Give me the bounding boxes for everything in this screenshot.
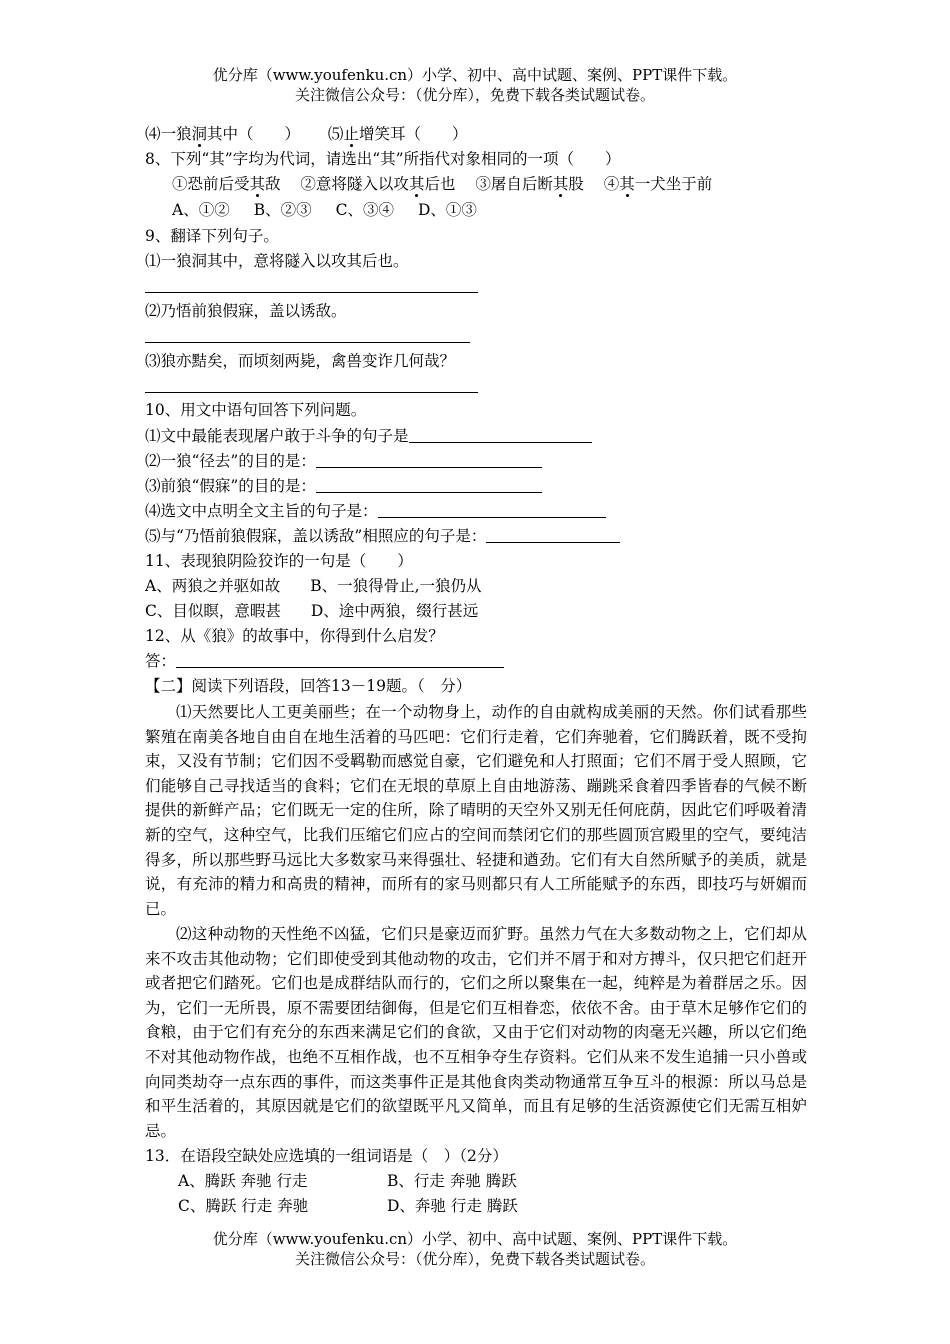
fill-blank bbox=[486, 527, 620, 543]
page-footer-line-2: 关注微信公众号：（优分库），免费下载各类试题试卷。 bbox=[294, 1250, 655, 1268]
q11-choices-row-2 bbox=[145, 600, 478, 622]
reading-paragraph-1: ⑴天然要比人工更美丽些；在一个动物身上，动作的自由就构成美丽的天然。你们试看那些繁殖在南美各地自由自在地生活着的马匹吧：它们行走着，它们奔驰着，它们腾跃着，既不受拘束，又没有节制；它们因不受羁勒而感觉自豪，它们避免和人打照面；它们不屑于受人照顾，它们能够自己寻找适当的食料；它们在无垠的草原上自由地游荡、蹦跳采食着四季皆春的气候不断提供的新鲜产品；它们既无一定的住所，除了晴明的天空外又别无任何庇荫，因此它们呼吸着清新的空气，这种空气，比我们压缩它们应占的空间而禁闭它们的那些圆顶宫殿里的空气，要纯洁得多，所以那些野马远比大多数家马来得强壮、轻捷和遒劲。它们有大自然所赋予的美质，就是说，有充沛的精力和高贵的精神，而所有的家马则都只有人工所能赋予的东西，即技巧与妍媚而已。 bbox=[145, 703, 807, 918]
q10-part-4: ⑷选文中点明全文主旨的句子是： bbox=[145, 500, 606, 522]
fill-blank bbox=[378, 502, 606, 518]
answer-line bbox=[145, 392, 478, 393]
choice-b: B、行走 奔驰 腾跃 bbox=[387, 1172, 517, 1190]
choice-c: C、目似瞑，意暇甚 bbox=[145, 602, 281, 620]
answer-line bbox=[145, 292, 478, 293]
choice-a: A、腾跃 奔驰 行走 bbox=[178, 1172, 308, 1190]
q8-choices bbox=[172, 199, 477, 221]
q9-stem: 9、翻译下列句子。 bbox=[145, 227, 279, 245]
fill-blank bbox=[316, 477, 542, 493]
choice-b: B、一狼得骨止,一狼仍从 bbox=[310, 577, 482, 595]
answer-line bbox=[145, 342, 470, 343]
emphasis-dot-char: 洞 bbox=[191, 125, 208, 143]
choice-d: D、①③ bbox=[417, 201, 477, 219]
page-footer-line-1: 优分库（www.youfenku.cn）小学、初中、高中试题、案例、PPT课件下载。 bbox=[212, 1230, 738, 1248]
fill-blank bbox=[409, 427, 592, 443]
reading-paragraph-2: ⑵这种动物的天性绝不凶猛，它们只是豪迈而犷野。虽然力气在大多数动物之上，它们却从来不攻击其他动物；它们即使受到其他动物的攻击，它们并不屑于和对方搏斗，仅只把它们赶开或者把它们踏死。它们也是成群结队而行的，它们之所以聚集在一起，纯粹是为着群居之乐。因为，它们一无所畏，原不需要团结御侮，但是它们互相眷恋，依依不舍。由于草木足够作它们的食粮，由于它们有充分的东西来满足它们的食欲，又由于它们对动物的肉毫无兴趣，所以它们绝不对其他动物作战，也绝不互相作战，也不互相争夺生存资料。它们从来不发生追捕一只小兽或向同类劫夺一点东西的事件，而这类事件正是其他食肉类动物通常互争互斗的根源：所以马总是和平生活着的，其原因就是它们的欲望既平凡又简单，而且有足够的生活资源使它们无需互相妒忌。 bbox=[145, 925, 807, 1140]
q10-stem: 10、用文中语句回答下列问题。 bbox=[145, 401, 367, 419]
q10-part-1: ⑴文中最能表现屠户敢于斗争的句子是 bbox=[145, 425, 592, 447]
page-header-line-1: 优分库（www.youfenku.cn）小学、初中、高中试题、案例、PPT课件下载。 bbox=[212, 66, 738, 84]
emphasis-dot-char: 其 bbox=[619, 175, 635, 193]
q10-part-5: ⑸与“乃悟前狼假寐，盖以诱敌”相照应的句子是： bbox=[145, 525, 620, 547]
choice-c: C、③④ bbox=[335, 201, 394, 219]
fill-blank bbox=[176, 652, 504, 668]
choice-b: B、②③ bbox=[253, 201, 312, 219]
q10-part-2: ⑵一狼“径去”的目的是： bbox=[145, 450, 542, 472]
emphasis-dot-char: 止 bbox=[343, 125, 359, 143]
choice-c: C、腾跃 行走 奔驰 bbox=[178, 1197, 309, 1215]
q11-choices-row-1 bbox=[145, 575, 482, 597]
page-header-line-2: 关注微信公众号：（优分库），免费下载各类试题试卷。 bbox=[294, 86, 655, 104]
emphasis-dot-char: 其 bbox=[408, 175, 425, 193]
emphasis-dot-char: 其 bbox=[552, 175, 569, 193]
q8-stem: 8、下列“其”字均为代词，请选出“其”所指代对象相同的一项（ ） bbox=[145, 150, 621, 168]
choice-a: A、①② bbox=[172, 201, 230, 219]
fill-blank bbox=[316, 452, 542, 468]
q13-choices-row-2 bbox=[178, 1195, 518, 1217]
choice-d: D、奔驰 行走 腾跃 bbox=[387, 1197, 518, 1215]
q9-sentence-2: ⑵乃悟前狼假寐，盖以诱敌。 bbox=[145, 302, 347, 320]
emphasis-dot-char: 其 bbox=[249, 175, 266, 193]
q13-stem: 13．在语段空缺处应选填的一组词语是（ ）（2分） bbox=[145, 1147, 508, 1165]
q7-items: ⑷一狼洞其中（ ） ⑸止增笑耳（ ） bbox=[145, 125, 468, 143]
section-2-heading: 【二】阅读下列语段，回答13－19题。（ 分） bbox=[145, 677, 472, 695]
q10-part-3: ⑶前狼“假寐”的目的是： bbox=[145, 475, 542, 497]
q12-stem: 12、从《狼》的故事中，你得到什么启发？ bbox=[145, 627, 444, 645]
q8-options: ①恐前后受其敌 ②意将隧入以攻其后也 ③屠自后断其股 ④其一犬坐于前 bbox=[172, 175, 713, 193]
q9-sentence-3: ⑶狼亦黠矣，而顷刻两毙，禽兽变诈几何哉？ bbox=[145, 352, 456, 370]
choice-a: A、两狼之并驱如故 bbox=[145, 577, 281, 595]
choice-d: D、途中两狼，缀行甚远 bbox=[310, 602, 479, 620]
q13-choices-row-1 bbox=[178, 1170, 517, 1192]
q12-answer: 答： bbox=[145, 650, 504, 672]
q11-stem: 11、表现狼阴险狡诈的一句是（ ） bbox=[145, 552, 413, 570]
q9-sentence-1: ⑴一狼洞其中，意将隧入以攻其后也。 bbox=[145, 252, 409, 270]
